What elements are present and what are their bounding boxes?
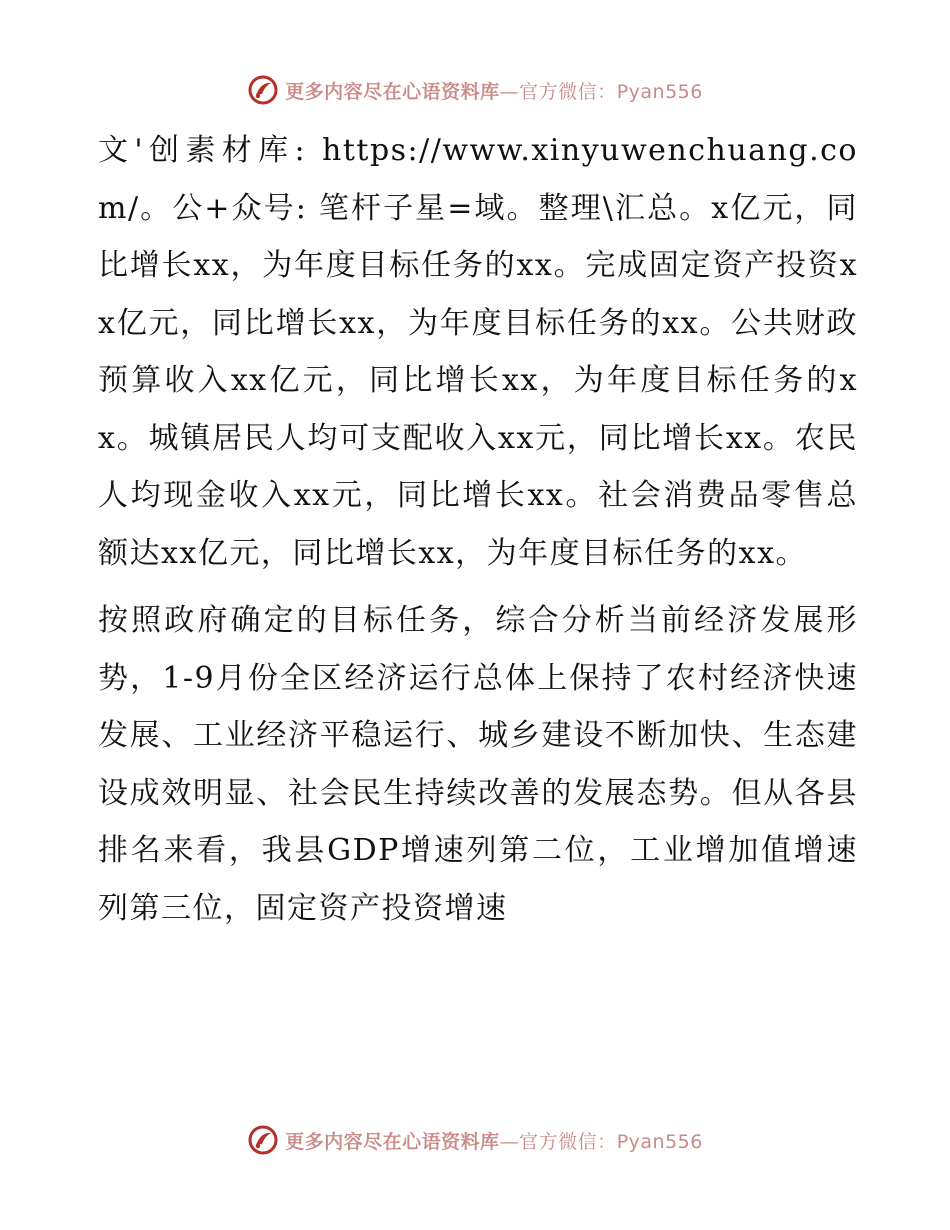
header-wechat-label: 官方微信： [519,80,617,103]
footer-banner [0,1120,950,1160]
footer-separator: — [499,1130,520,1153]
body-paragraph-2: 按照政府确定的目标任务，综合分析当前经济发展形势，1-9月份全区经济运行总体上保持了农村经济快速发展、工业经济平稳运行、城乡建设不断加快、生态建设成效明显、社会民生持续改善的发展态势。但从各县排名来看，我县GDP增速列第二位，工业增加值增速列第三位，固定资产投资增速 [98,603,858,926]
header-separator: — [499,80,520,103]
header-banner-inner [247,74,703,106]
header-wechat-id: Pyan556 [616,80,703,103]
header-banner [0,70,950,110]
header-brand-text: 更多内容尽在心语资料库 [285,80,500,103]
header-banner-text [285,77,703,104]
footer-wechat-id: Pyan556 [616,1130,703,1153]
document-body [98,122,858,937]
brand-logo-icon [247,1124,279,1156]
footer-banner-inner [247,1124,703,1156]
brand-logo-icon [247,74,279,106]
body-paragraph-1: 文'创素材库: https://www.xinyuwenchuang.com/。公+众号: 笔杆子星=域。整理\汇总。x亿元，同比增长xx，为年度目标任务的xx。完成固定资产投资xx亿元，同比增长xx，为年度目标任务的xx。公共财政预算收入xx亿元，同比增长xx，为年度目标任务的xx。城镇居民人均可支配收入xx元，同比增长xx。农民人均现金收入xx元，同比增长xx。社会消费品零售总额达xx亿元，同比增长xx，为年度目标任务的xx。 [98,133,858,571]
footer-banner-text [285,1127,703,1154]
footer-brand-text: 更多内容尽在心语资料库 [285,1130,500,1153]
footer-wechat-label: 官方微信： [519,1130,617,1153]
